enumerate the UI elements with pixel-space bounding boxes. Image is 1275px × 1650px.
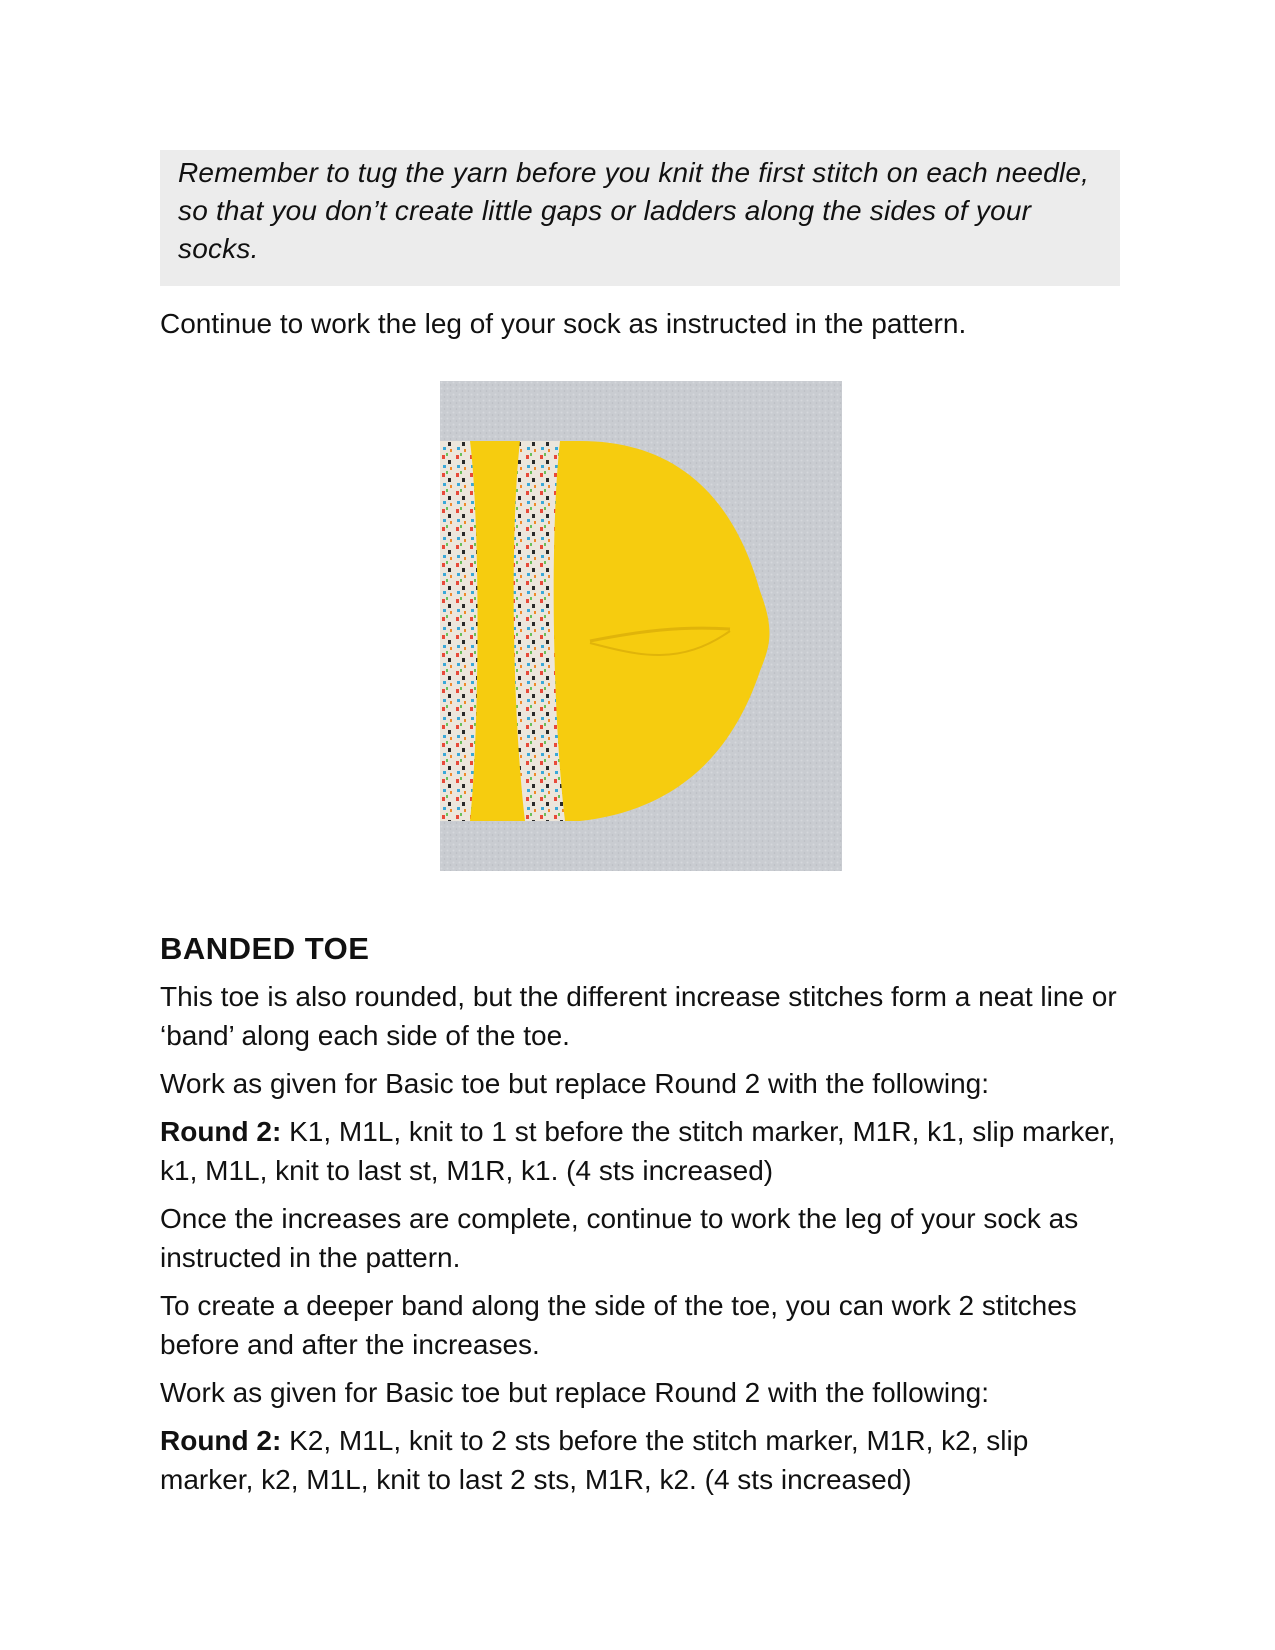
round-2-text-1: K1, M1L, knit to 1 st before the stitch marker, M1R, k1, slip marker, k1, M1L, knit to last st, M1R, k1. (4 sts increased) xyxy=(160,1116,1116,1186)
tip-callout xyxy=(160,150,1120,286)
intro-paragraph: Continue to work the leg of your sock as instructed in the pattern. xyxy=(160,308,967,339)
document-page xyxy=(160,150,1120,1499)
round-2-text-2: K2, M1L, knit to 2 sts before the stitch marker, M1R, k2, slip marker, k2, M1L, knit to last 2 sts, M1R, k2. (4 sts increased) xyxy=(160,1425,1029,1495)
section-heading-banded-toe: BANDED TOE xyxy=(160,931,370,966)
round-2-label-2: Round 2: xyxy=(160,1425,282,1456)
round-2-paragraph-1 xyxy=(160,1112,1120,1190)
round-2-label-1: Round 2: xyxy=(160,1116,282,1147)
continue-paragraph: Once the increases are complete, continue to work the leg of your sock as instructed in the pattern. xyxy=(160,1203,1079,1273)
deeper-band-paragraph: To create a deeper band along the side of the toe, you can work 2 stitches before and after the increases. xyxy=(160,1290,1077,1360)
instruction-paragraph-1: Work as given for Basic toe but replace Round 2 with the following: xyxy=(160,1068,990,1099)
round-2-paragraph-2 xyxy=(160,1421,1120,1499)
banded-toe-description: This toe is also rounded, but the different increase stitches form a neat line or ‘band’ along each side of the toe. xyxy=(160,981,1117,1051)
sock-toe-photo xyxy=(440,381,842,871)
instruction-paragraph-2: Work as given for Basic toe but replace Round 2 with the following: xyxy=(160,1377,990,1408)
tip-callout-text: Remember to tug the yarn before you knit the first stitch on each needle, so that you don’t create little gaps or ladders along the sides of your socks. xyxy=(178,157,1090,264)
sock-toe-illustration xyxy=(440,381,842,871)
